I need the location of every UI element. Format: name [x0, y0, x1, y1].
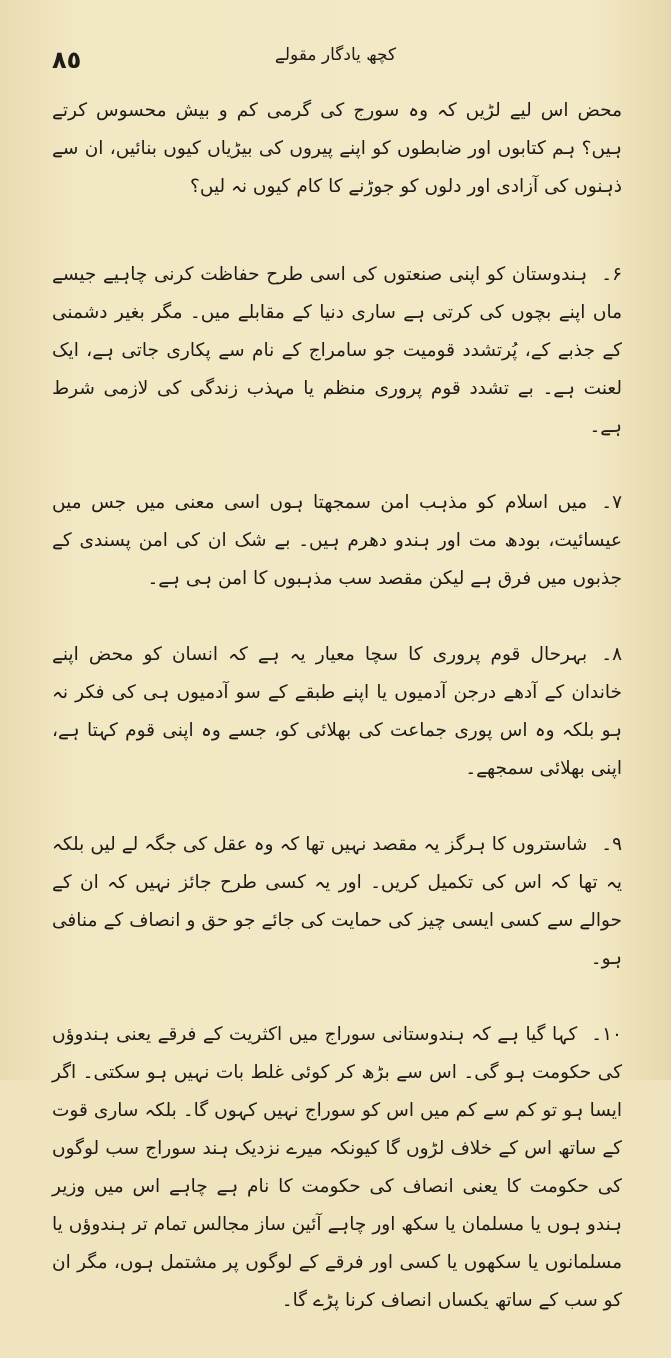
paragraph-text: ہندوستان کو اپنی صنعتوں کی اسی طرح حفاظت کرنی چاہیے جیسے ماں اپنے بچوں کی کرتی ہے ساری دنیا کے مقابلے میں۔ مگر بغیر دشمنی کے جذبے کے، پُرتشدد قومیت جو سامراج کے نام سے پکاری جاتی ہے، ایک لعنت ہے۔ بے تشدد قوم پروری منظم یا مہذب زندگی کی لازمی شرط ہے۔ — [52, 264, 622, 437]
numbered-paragraph-10 — [52, 1016, 622, 1320]
paragraph-number: ۸۔ — [601, 644, 622, 665]
page-body — [52, 92, 622, 1358]
numbered-paragraph-7 — [52, 484, 622, 598]
paragraph-number: ۹۔ — [601, 834, 622, 855]
paragraph-number: ۱۰۔ — [591, 1024, 622, 1045]
numbered-paragraph-6 — [52, 256, 622, 446]
intro-paragraph: محض اس لیے لڑیں کہ وہ سورج کی گرمی کم و بیش محسوس کرتے ہیں؟ ہم کتابوں اور ضابطوں کو اپنے پیروں کی بیڑیاں کیوں بنائیں، ان سے ذہنوں کی آزادی اور دلوں کو جوڑنے کا کام کیوں نہ لیں؟ — [52, 100, 622, 197]
paragraph-text: میں اسلام کو مذہب امن سمجھتا ہوں اسی معنی میں جس میں عیسائیت، بودھ مت اور ہندو دھرم ہیں۔ بے شک ان کی امن پسندی کے جذبوں میں فرق ہے لیکن مقصد سب مذہبوں کا امن ہی ہے۔ — [52, 492, 622, 589]
page-number: ٨٥ — [52, 46, 82, 74]
numbered-paragraph-9 — [52, 826, 622, 978]
paragraph-text: بہرحال قوم پروری کا سچا معیار یہ ہے کہ انسان کو محض اپنے خاندان کے آدھے درجن آدمیوں یا اپنے طبقے کے سو آدمیوں ہی کی فکر نہ ہو بلکہ وہ اس پوری جماعت کی بھلائی کو، جسے وہ اپنی قوم کہتا ہے، اپنی بھلائی سمجھے۔ — [52, 644, 622, 779]
paragraph-number: ۷۔ — [601, 492, 622, 513]
numbered-paragraph-8 — [52, 636, 622, 788]
paragraph-text: کہا گیا ہے کہ ہندوستانی سوراج میں اکثریت کے فرقے یعنی ہندوؤں کی حکومت ہو گی۔ اس سے بڑھ کر کوئی غلط بات نہیں ہو سکتی۔ اگر ایسا ہو تو کم سے کم میں اس کو سوراج نہیں کہوں گا۔ بلکہ ساری قوت کے ساتھ اس کے خلاف لڑوں گا کیونکہ میرے نزدیک ہند سوراج سب لوگوں کی حکومت کا یعنی انصاف کی حکومت کا نام ہے چاہے اس میں وزیر ہندو ہوں یا مسلمان یا سکھ اور چاہے آئین ساز مجالس تمام تر ہندوؤں یا مسلمانوں یا سکھوں یا کسی اور فرقے کے لوگوں پر مشتمل ہوں، مگر ان کو سب کے ساتھ یکساں انصاف کرنا پڑے گا۔ — [52, 1024, 622, 1311]
running-title: کچھ یادگار مقولے — [274, 45, 397, 65]
paragraph-text: شاستروں کا ہرگز یہ مقصد نہیں تھا کہ وہ عقل کی جگہ لے لیں بلکہ یہ تھا کہ اس کی تکمیل کریں۔ اور یہ کسی طرح جائز نہیں کہ ان کے حوالے سے کسی ایسی چیز کی حمایت کی جائے جو حق و انصاف کے منافی ہو۔ — [52, 834, 622, 969]
paragraph-number: ۶۔ — [601, 264, 622, 285]
